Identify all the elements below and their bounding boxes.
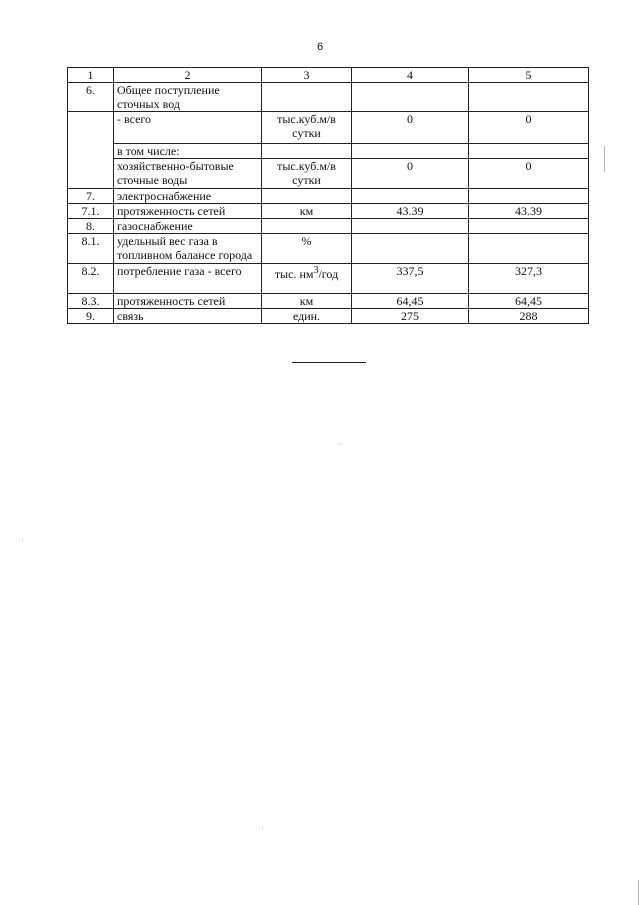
scan-mark xyxy=(638,880,639,905)
row-value-5: 0 xyxy=(469,112,589,144)
row-number: 7.1. xyxy=(68,204,114,219)
indicators-table xyxy=(67,67,589,324)
row-unit: км xyxy=(262,204,352,219)
row-value-4 xyxy=(352,234,469,264)
row-value-5: 0 xyxy=(469,159,589,189)
row-number: 8. xyxy=(68,219,114,234)
row-unit xyxy=(262,83,352,112)
row-name: потребление газа - всего xyxy=(114,264,262,294)
scan-speck xyxy=(22,540,23,541)
scan-mark xyxy=(604,146,605,172)
row-value-4: 43.39 xyxy=(352,204,469,219)
table-row xyxy=(68,83,589,112)
row-name: электроснабжение xyxy=(114,189,262,204)
table-row xyxy=(68,204,589,219)
row-name: в том числе: xyxy=(114,144,262,159)
row-unit xyxy=(262,219,352,234)
table-header-row xyxy=(68,68,589,83)
row-unit: един. xyxy=(262,309,352,324)
table-row xyxy=(68,234,589,264)
row-unit: % xyxy=(262,234,352,264)
row-value-4: 275 xyxy=(352,309,469,324)
table-row xyxy=(68,144,589,159)
row-value-4: 0 xyxy=(352,112,469,144)
row-unit xyxy=(262,144,352,159)
row-value-5: 288 xyxy=(469,309,589,324)
row-unit: тыс.куб.м/в сутки xyxy=(262,159,352,189)
row-unit xyxy=(262,189,352,204)
unit-superscript: 3 xyxy=(313,265,319,276)
header-cell: 1 xyxy=(68,68,114,83)
row-name: связь xyxy=(114,309,262,324)
page-number: 6 xyxy=(316,41,324,53)
unit-suffix: /год xyxy=(318,267,339,281)
row-number: 6. xyxy=(68,83,114,112)
end-divider xyxy=(292,362,366,363)
header-cell: 5 xyxy=(469,68,589,83)
table-row xyxy=(68,159,589,189)
row-value-5 xyxy=(469,189,589,204)
row-number: 8.1. xyxy=(68,234,114,264)
row-unit xyxy=(262,264,352,294)
row-number xyxy=(68,112,114,189)
row-number: 8.3. xyxy=(68,294,114,309)
row-value-5: 43.39 xyxy=(469,204,589,219)
row-number: 7. xyxy=(68,189,114,204)
table-row xyxy=(68,264,589,294)
table-row xyxy=(68,219,589,234)
row-name: протяженность сетей xyxy=(114,204,262,219)
row-value-4 xyxy=(352,83,469,112)
table-row xyxy=(68,189,589,204)
scan-speck xyxy=(340,444,341,445)
row-value-4 xyxy=(352,219,469,234)
header-cell: 2 xyxy=(114,68,262,83)
row-name: - всего xyxy=(114,112,262,144)
row-value-5: 327,3 xyxy=(469,264,589,294)
row-value-5 xyxy=(469,83,589,112)
row-name: хозяйственно-бытовые сточные воды xyxy=(114,159,262,189)
row-name: протяженность сетей xyxy=(114,294,262,309)
table-row xyxy=(68,294,589,309)
row-name: удельный вес газа в топливном балансе города xyxy=(114,234,262,264)
table-row xyxy=(68,309,589,324)
row-value-4: 337,5 xyxy=(352,264,469,294)
row-value-4 xyxy=(352,189,469,204)
row-value-5 xyxy=(469,144,589,159)
table-row xyxy=(68,112,589,144)
row-unit: км xyxy=(262,294,352,309)
row-value-5: 64,45 xyxy=(469,294,589,309)
scan-speck xyxy=(262,828,263,829)
row-name: Общее поступление сточных вод xyxy=(114,83,262,112)
header-cell: 3 xyxy=(262,68,352,83)
unit-prefix: тыс. нм xyxy=(274,267,314,281)
row-value-4 xyxy=(352,144,469,159)
row-number: 9. xyxy=(68,309,114,324)
row-value-4: 0 xyxy=(352,159,469,189)
row-unit: тыс.куб.м/в сутки xyxy=(262,112,352,144)
row-value-4: 64,45 xyxy=(352,294,469,309)
row-number: 8.2. xyxy=(68,264,114,294)
header-cell: 4 xyxy=(352,68,469,83)
row-value-5 xyxy=(469,234,589,264)
row-value-5 xyxy=(469,219,589,234)
row-name: газоснабжение xyxy=(114,219,262,234)
